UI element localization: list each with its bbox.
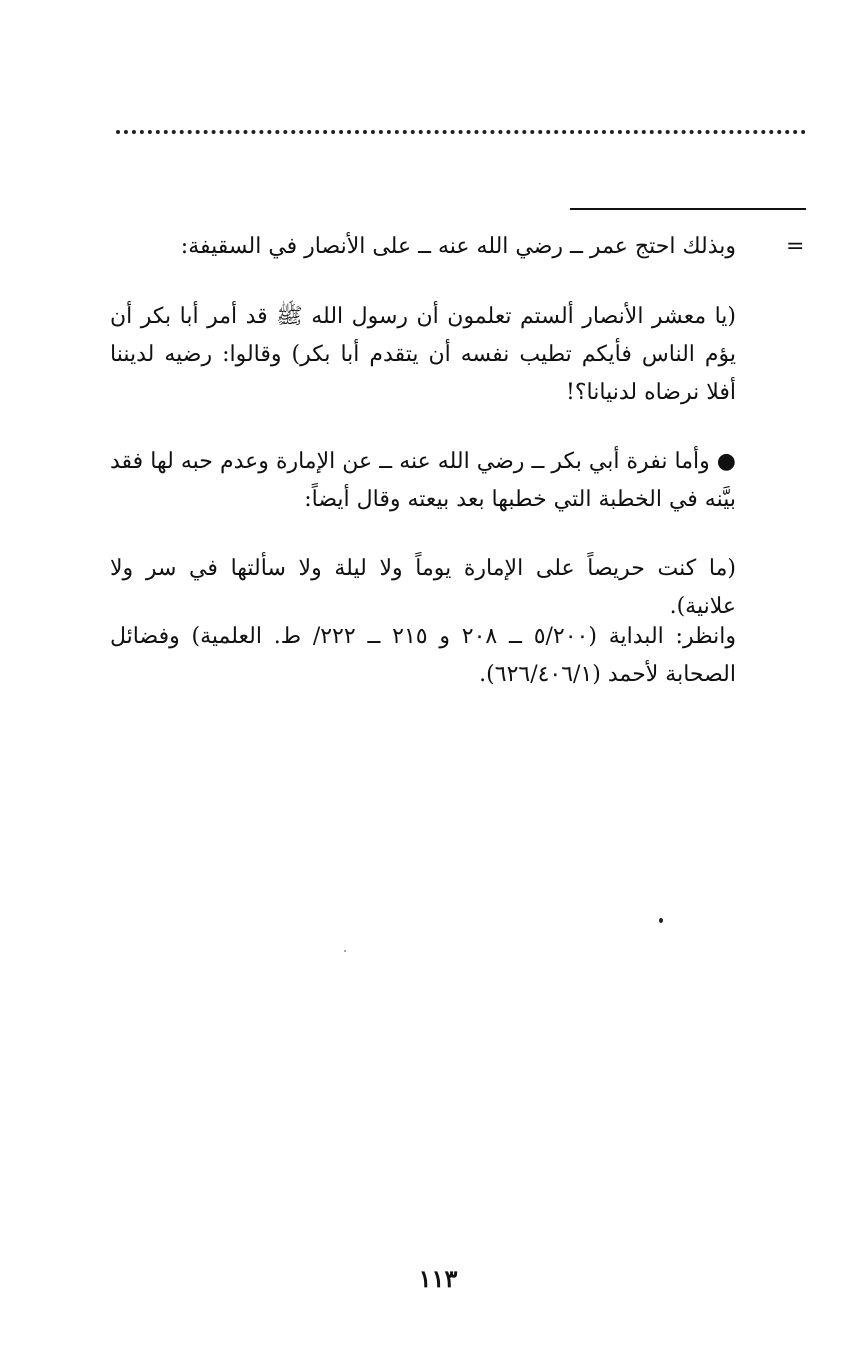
paragraph-references: وانظر: البداية (٥/٢٠٠ ــ ٢٠٨ و ٢١٥ ــ ٢٢٢/ ط. العلمية) وفضائل الصحابة لأحمد (٦٢٦/٤٠٦/١). bbox=[110, 624, 736, 687]
paragraph-omar-argument: وبذلك احتج عمر ــ رضي الله عنه ــ على الأنصار في السقيفة: bbox=[180, 234, 736, 259]
continuation-mark: = bbox=[786, 234, 805, 259]
paragraph-quote-ansar: (يا معشر الأنصار ألستم تعلمون أن رسول الله ﷺ قد أمر أبا بكر أن يؤم الناس فأيكم تطيب نفسه أن يتقدم أبا بكر) وقالوا: رضيه لديننا أفلا نرضاه لدنيانا؟! bbox=[110, 304, 736, 405]
dotted-separator bbox=[116, 130, 806, 134]
paragraph-abu-bakr-aversion: ● وأما نفرة أبي بكر ــ رضي الله عنه ــ عن الإمارة وعدم حبه لها فقد بيَّنه في الخطبة التي خطبها بعد بيعته وقال أيضاً: bbox=[110, 449, 736, 512]
ink-speck bbox=[659, 918, 663, 923]
footnote-rule bbox=[570, 208, 806, 210]
paragraph-quote-abu-bakr: (ما كنت حريصاً على الإمارة يوماً ولا ليلة ولا سألتها في سر ولا علانية). bbox=[110, 556, 736, 619]
ink-speck bbox=[344, 950, 346, 952]
page-number: ١١٣ bbox=[418, 1264, 458, 1293]
